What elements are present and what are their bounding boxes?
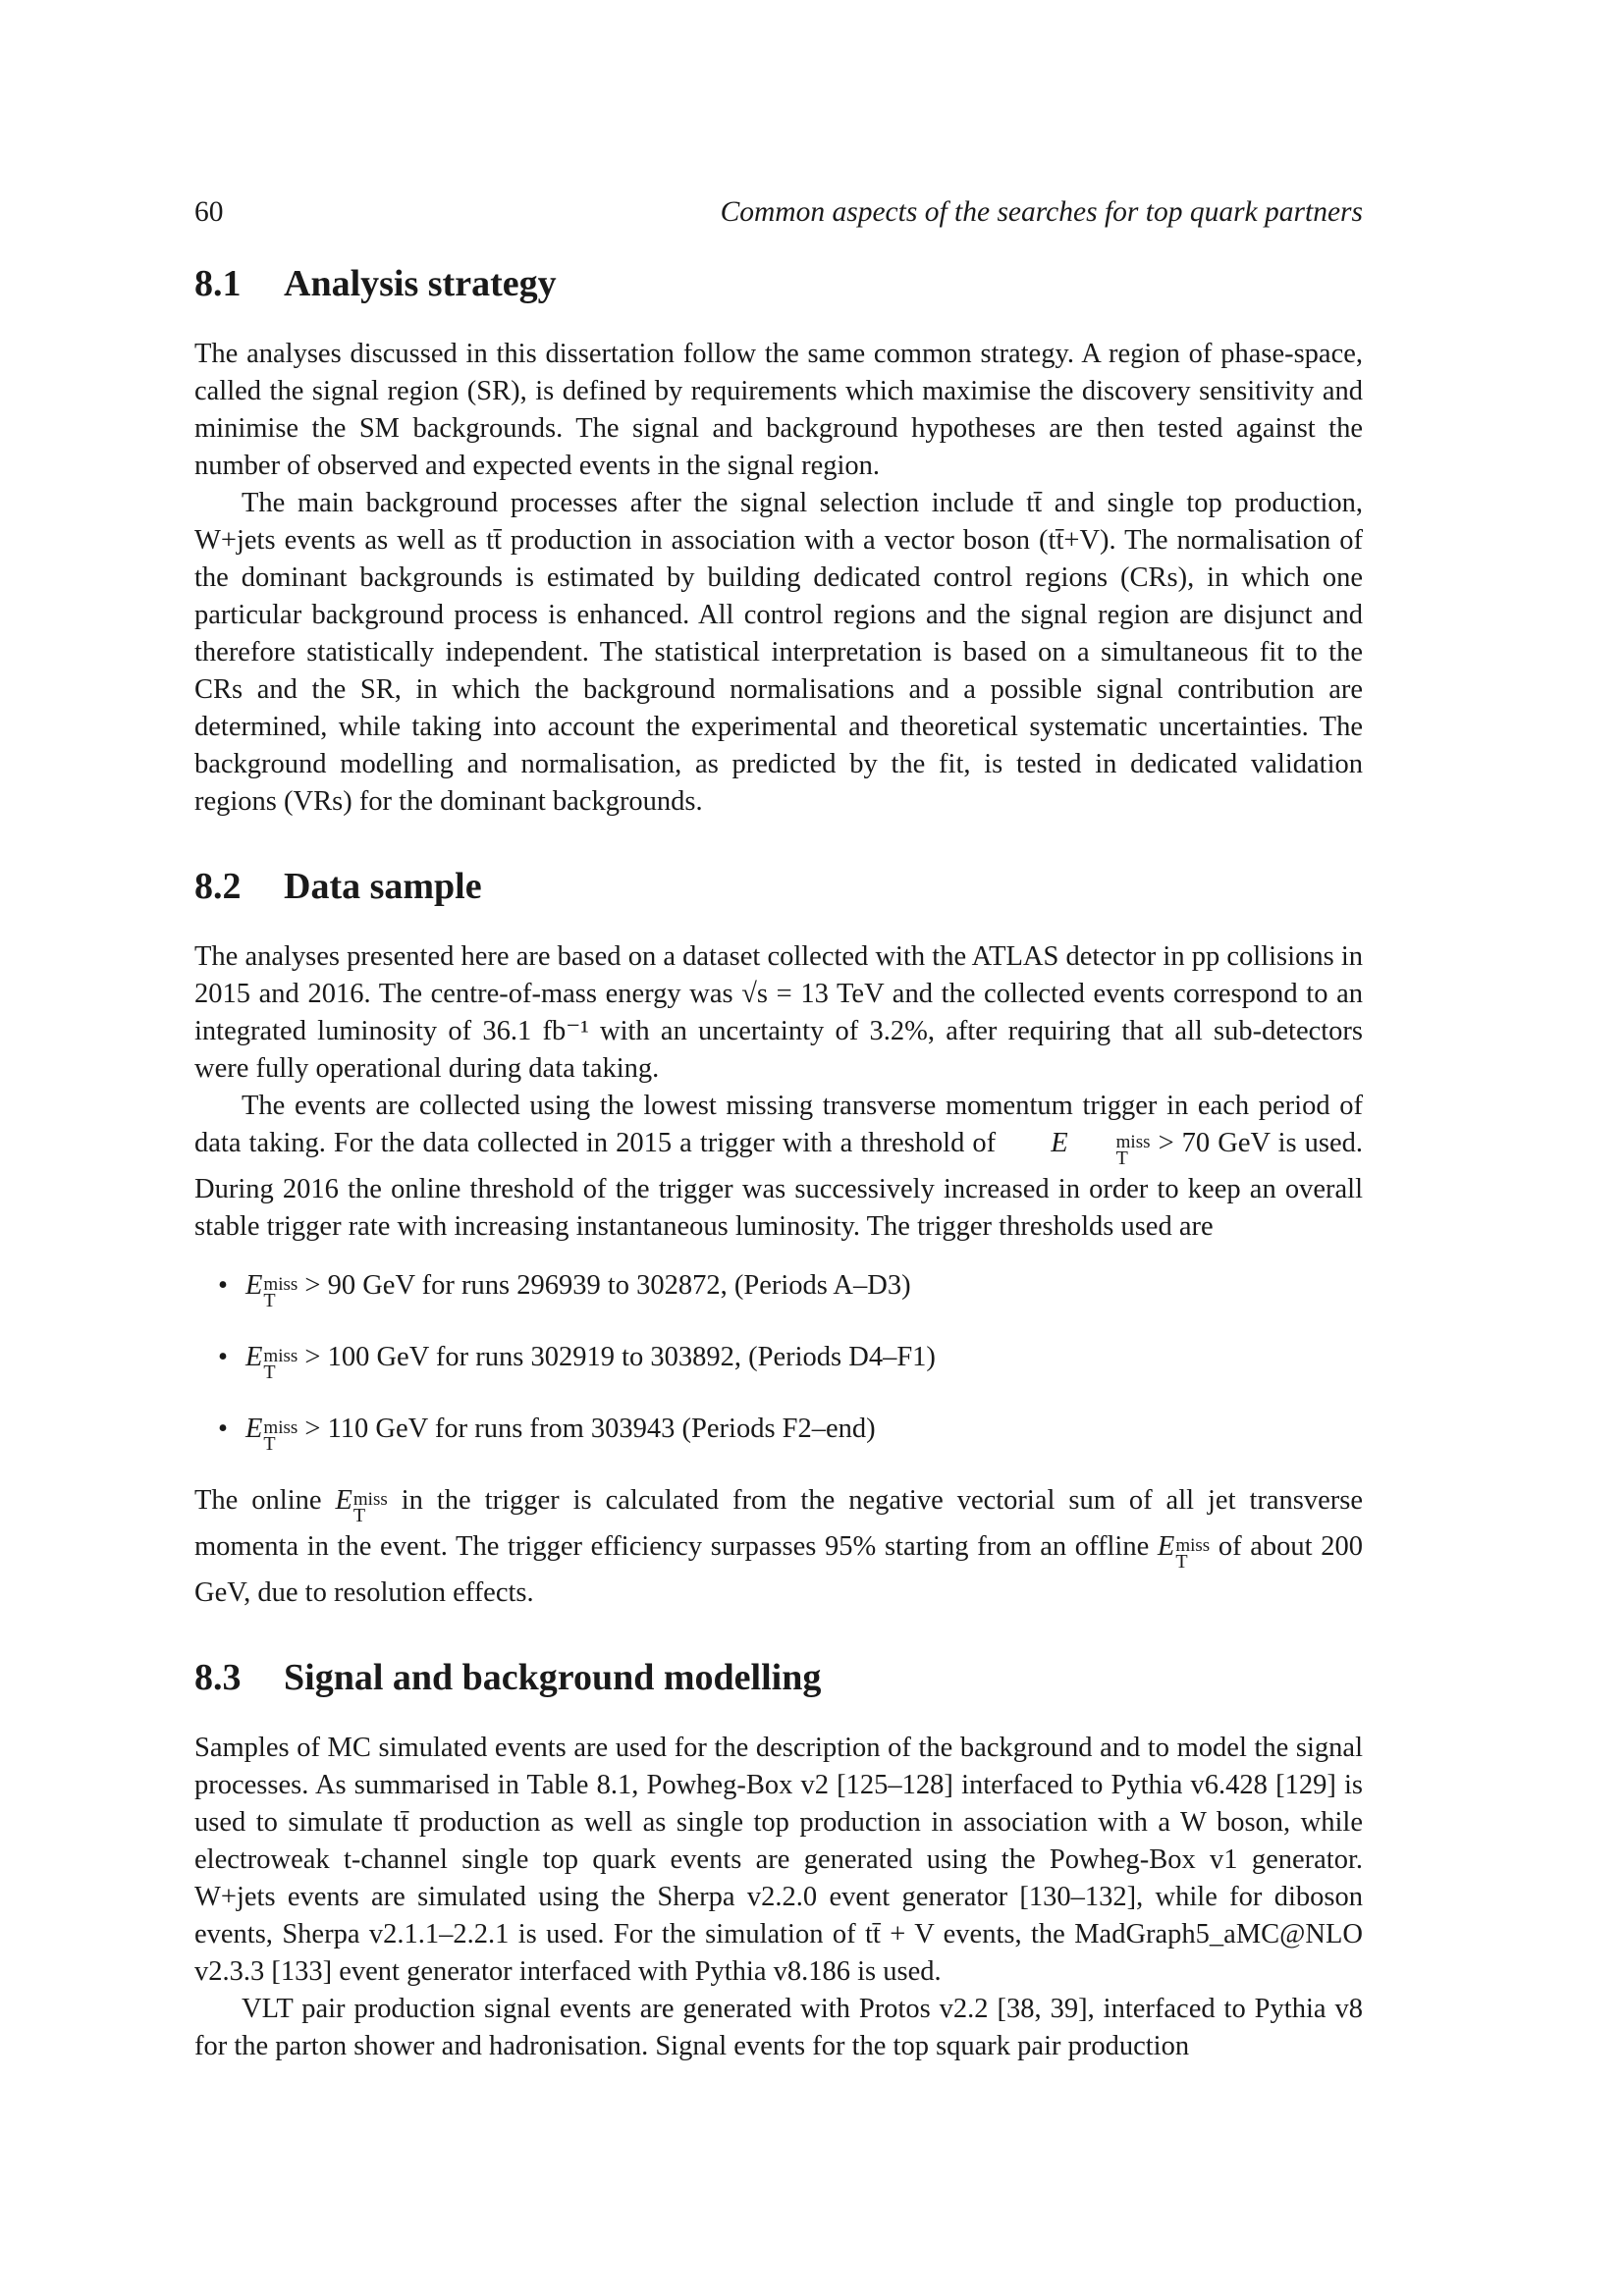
paragraph: The analyses presented here are based on a dataset collected with the ATLAS detector in pp collisions in 2015 and 2016. The centre-of-mass energy was √s = 13 TeV and the collected events correspond to an integrated luminosity of 36.1 fb⁻¹ with an uncertainty of 3.2%, after requiring that all sub-detectors were fully operational during data taking. — [194, 941, 1363, 1084]
section-heading — [194, 1653, 1363, 1702]
text-run: in the trigger is calculated from the negative vectorial sum of all jet transverse momenta in the event. The trigger efficiency surpasses 95% starting from an offline — [194, 1485, 1363, 1562]
list-item: • E miss T > 100 GeV for runs 302919 to 303892, (Periods D4–F1) — [194, 1339, 1363, 1385]
emiss-sub: T — [263, 1362, 276, 1383]
emiss-sup: miss — [1175, 1535, 1211, 1556]
emiss-sup: miss — [263, 1274, 298, 1295]
section-title: Analysis strategy — [284, 263, 557, 304]
paragraph: VLT pair production signal events are generated with Protos v2.2 [38, 39], interfaced to Pythia v8 for the parton shower and hadronisation. Signal events for the top squark pair production — [194, 1994, 1363, 2061]
paragraph — [194, 1482, 1363, 1612]
section-title: Data sample — [284, 866, 482, 907]
emiss-symbol — [245, 1339, 298, 1385]
emiss-sub: T — [1175, 1551, 1188, 1573]
text-run: The events are collected using the lowest missing transverse momentum trigger in each period of data taking. For the data collected in 2015 a trigger with a threshold of — [194, 1091, 1363, 1158]
text-run: > 70 GeV is used. During 2016 the online threshold of the trigger was successively increased in order to keep an overall stable trigger rate with increasing instantaneous luminosity. The trigger thresholds used are — [194, 1128, 1364, 1242]
list-item-text: > 110 GeV for runs from 303943 (Periods F2–end) — [304, 1414, 876, 1444]
list-item: • E miss T > 90 GeV for runs 296939 to 302872, (Periods A–D3) — [194, 1267, 1363, 1313]
emiss-symbol — [245, 1267, 298, 1313]
emiss-e: E — [245, 1342, 263, 1372]
list-item-text: > 100 GeV for runs 302919 to 303892, (Periods D4–F1) — [304, 1342, 936, 1372]
paragraph: Samples of MC simulated events are used for the description of the background and to model the signal processes. As summarised in Table 8.1, Powheg-Box v2 [125–128] interfaced to Pythia v6.428 [129] is used to simulate tt̄ production as well as single top production in association with a W boson, while electroweak t-channel single top quark events are generated using the Powheg-Box v1 generator. W+jets events are simulated using the Sherpa v2.2.0 event generator [130–132], while for diboson events, Sherpa v2.1.1–2.2.1 is used. For the simulation of tt̄ + V events, the MadGraph5_aMC@NLO v2.3.3 [133] event generator interfaced with Pythia v8.186 is used. — [194, 1733, 1363, 1987]
emiss-sup: miss — [263, 1346, 298, 1366]
section-8-1 — [194, 259, 1363, 821]
section-heading — [194, 862, 1363, 911]
text-run: of about 200 GeV, due to resolution effects. — [194, 1531, 1363, 1608]
emiss-symbol — [335, 1482, 387, 1528]
chapter-title: Common aspects of the searches for top quark partners — [720, 196, 1363, 228]
section-heading — [194, 259, 1363, 308]
emiss-e: E — [1051, 1128, 1068, 1158]
emiss-sub: T — [1115, 1148, 1128, 1169]
emiss-sub: T — [263, 1290, 276, 1311]
emiss-symbol — [1003, 1125, 1150, 1171]
section-number: 8.2 — [194, 866, 242, 907]
emiss-sub: T — [352, 1505, 366, 1526]
page-number: 60 — [194, 196, 224, 228]
section-number: 8.1 — [194, 263, 242, 304]
section-8-3 — [194, 1653, 1363, 2065]
emiss-sub: T — [263, 1433, 276, 1455]
emiss-e: E — [1157, 1531, 1175, 1562]
paragraph — [194, 1088, 1363, 1246]
trigger-threshold-list — [194, 1267, 1363, 1457]
section-title: Signal and background modelling — [284, 1657, 822, 1698]
emiss-e: E — [245, 1414, 263, 1444]
text-run: The online — [194, 1485, 322, 1516]
emiss-symbol — [1158, 1528, 1210, 1575]
emiss-sup: miss — [263, 1417, 298, 1438]
emiss-e: E — [245, 1270, 263, 1301]
list-item: • E miss T > 110 GeV for runs from 303943 (Periods F2–end) — [194, 1411, 1363, 1457]
emiss-e: E — [335, 1485, 352, 1516]
list-item-text: > 90 GeV for runs 296939 to 302872, (Periods A–D3) — [304, 1270, 911, 1301]
section-8-2 — [194, 862, 1363, 1612]
section-number: 8.3 — [194, 1657, 242, 1698]
emiss-symbol — [245, 1411, 298, 1457]
paragraph: The main background processes after the signal selection include tt̄ and single top production, W+jets events as well as tt̄ production in association with a vector boson (tt̄+V). The normalisation of the dominant backgrounds is estimated by building dedicated control regions (CRs), in which one particular background process is enhanced. All control regions and the signal region are disjunct and therefore statistically independent. The statistical interpretation is based on a simultaneous fit to the CRs and the SR, in which the background normalisations and a possible signal contribution are determined, while taking into account the experimental and theoretical systematic uncertainties. The background modelling and normalisation, as predicted by the fit, is tested in dedicated validation regions (VRs) for the dominant backgrounds. — [194, 488, 1363, 817]
running-head — [194, 192, 1363, 232]
page — [194, 192, 1363, 2107]
emiss-sup: miss — [352, 1489, 388, 1510]
paragraph: The analyses discussed in this dissertation follow the same common strategy. A region of phase-space, called the signal region (SR), is defined by requirements which maximise the discovery sensitivity and minimise the SM backgrounds. The signal and background hypotheses are then tested against the number of observed and expected events in the signal region. — [194, 339, 1363, 481]
emiss-sup: miss — [1115, 1132, 1151, 1152]
